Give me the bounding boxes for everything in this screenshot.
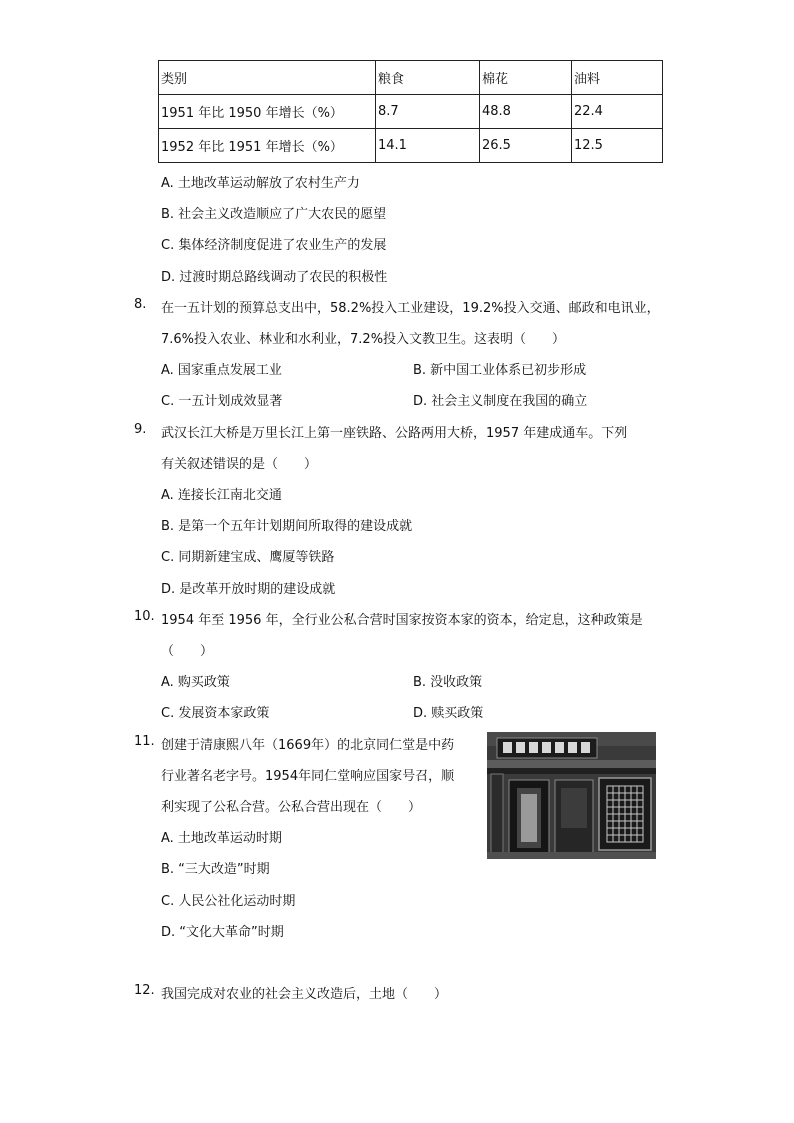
q9-option-c: C. 同期新建宝成、鹰厦等铁路 [161,550,335,565]
table-header-row [159,61,663,95]
q11-stem-line: 创建于清康熙八年（1669年）的北京同仁堂是中药 [161,738,455,753]
production-growth-table [158,60,663,163]
table-header-cell: 棉花 [480,61,572,95]
q11-option-d: D. “文化大革命”时期 [161,925,284,940]
q9-stem-line: 武汉长江大桥是万里长江上第一座铁路、公路两用大桥，1957 年建成通车。下列 [161,426,628,441]
q9-option-d: D. 是改革开放时期的建设成就 [161,582,336,597]
q10-number: 10. [134,609,155,624]
table-cell: 8.7 [376,95,480,129]
q12-number: 12. [134,983,155,998]
table-cell: 1951 年比 1950 年增长（%） [159,95,376,129]
q11-stem-line: 利实现了公私合营。公私合营出现在（ ） [161,800,422,815]
table-cell: 22.4 [572,95,663,129]
q10-option-a: A. 购买政策 [161,675,230,690]
q9-stem-line: 有关叙述错误的是（ ） [161,457,318,472]
table-cell: 1952 年比 1951 年增长（%） [159,129,376,163]
table-header-cell: 类别 [159,61,376,95]
q7-option-a: A. 土地改革运动解放了农村生产力 [161,176,360,191]
q8-option-b: B. 新中国工业体系已初步形成 [413,363,587,378]
q10-stem-line: 1954 年至 1956 年，全行业公私合营时国家按资本家的资本，给定息，这种政策是 [161,613,643,628]
q12-stem-line: 我国完成对农业的社会主义改造后，土地（ ） [161,987,448,1002]
q11-option-c: C. 人民公社化运动时期 [161,894,296,909]
q8-stem-line: 7.6%投入农业、林业和水利业，7.2%投入文教卫生。这表明（ ） [161,332,566,347]
q11-number: 11. [134,734,155,749]
table-row [159,129,663,163]
q10-option-c: C. 发展资本家政策 [161,706,270,721]
table-cell: 48.8 [480,95,572,129]
q8-option-a: A. 国家重点发展工业 [161,363,282,378]
q8-stem-line: 在一五计划的预算总支出中，58.2%投入工业建设，19.2%投入交通、邮政和电讯业， [161,301,660,316]
q10-option-d: D. 赎买政策 [413,706,484,721]
q11-stem-line: 行业著名老字号。1954年同仁堂响应国家号召，顺 [161,769,455,784]
table-header-cell: 粮食 [376,61,480,95]
q9-number: 9. [134,422,147,437]
table-cell: 12.5 [572,129,663,163]
q8-option-d: D. 社会主义制度在我国的确立 [413,394,588,409]
table-cell: 14.1 [376,129,480,163]
q11-option-a: A. 土地改革运动时期 [161,831,282,846]
q7-option-d: D. 过渡时期总路线调动了农民的积极性 [161,270,388,285]
q7-option-b: B. 社会主义改造顺应了广大农民的愿望 [161,207,387,222]
tongrentang-storefront-photo [487,732,656,859]
table-cell: 26.5 [480,129,572,163]
table-header-cell: 油料 [572,61,663,95]
q9-option-a: A. 连接长江南北交通 [161,488,282,503]
q8-option-c: C. 一五计划成效显著 [161,394,283,409]
q10-stem-line: （ ） [161,644,214,659]
q9-option-b: B. 是第一个五年计划期间所取得的建设成就 [161,519,413,534]
q10-option-b: B. 没收政策 [413,675,483,690]
q11-option-b: B. “三大改造”时期 [161,862,270,877]
q7-option-c: C. 集体经济制度促进了农业生产的发展 [161,238,387,253]
table-row [159,95,663,129]
q8-number: 8. [134,297,147,312]
